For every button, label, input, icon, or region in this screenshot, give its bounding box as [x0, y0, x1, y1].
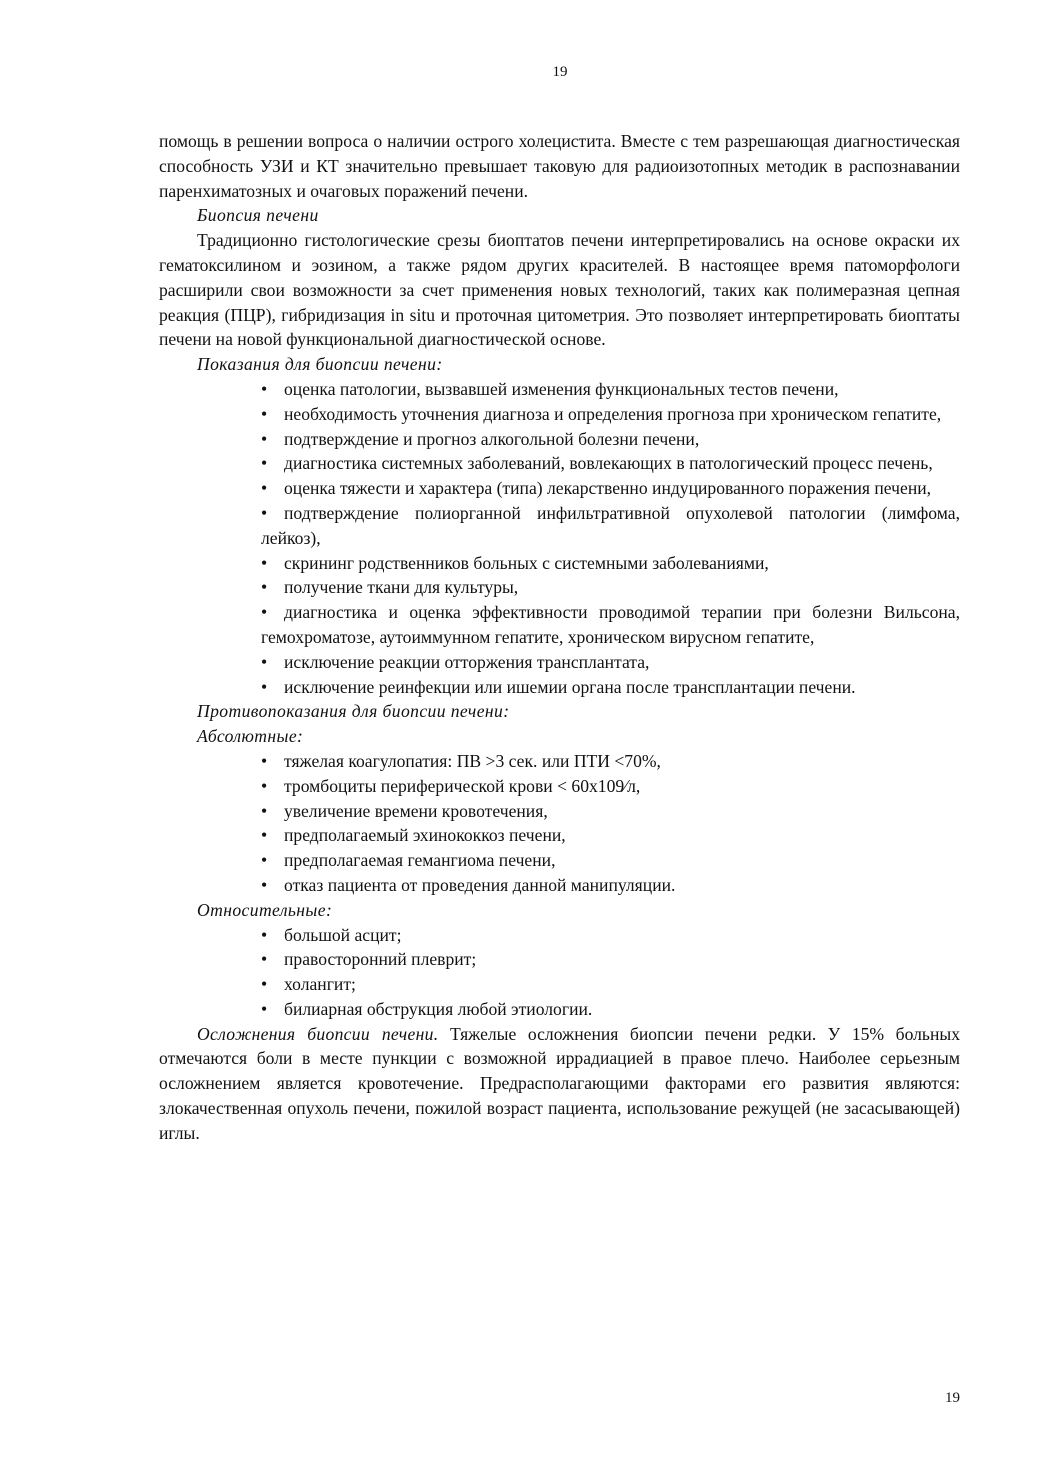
bullet-icon: •	[261, 651, 268, 672]
bullet-icon: •	[261, 577, 268, 598]
list-item: • исключение реакции отторжения трансплантата,	[261, 650, 960, 675]
bullet-icon: •	[261, 453, 268, 474]
list-item: • билиарная обструкция любой этиологии.	[261, 997, 960, 1022]
complications-heading: Осложнения биопсии печени.	[197, 1023, 439, 1044]
contraindications-heading: Противопоказания для биопсии печени:	[197, 701, 510, 722]
bullet-icon: •	[261, 750, 268, 771]
bullet-icon: •	[261, 676, 268, 697]
bullet-icon: •	[261, 974, 268, 995]
biopsy-heading: Биопсия печени	[197, 205, 319, 226]
list-item: • правосторонний плеврит;	[261, 947, 960, 972]
bullet-icon: •	[261, 874, 268, 895]
list-item: • тяжелая коагулопатия: ПВ >3 сек. или ПТИ <70%,	[261, 749, 960, 774]
list-item: • предполагаемая гемангиома печени,	[261, 848, 960, 873]
bullet-icon: •	[261, 800, 268, 821]
bullet-icon: •	[261, 775, 268, 796]
list-item: • получение ткани для культуры,	[261, 575, 960, 600]
bullet-icon: •	[261, 924, 268, 945]
list-item: • необходимость уточнения диагноза и определения прогноза при хроническом гепатите,	[261, 402, 960, 427]
bullet-icon: •	[261, 602, 268, 623]
list-item: • холангит;	[261, 972, 960, 997]
page-number-top: 19	[552, 64, 568, 80]
bullet-icon: •	[261, 949, 268, 970]
relative-list	[159, 923, 960, 1022]
list-item: • оценка патологии, вызвавшей изменения функциональных тестов печени,	[261, 377, 960, 402]
indications-heading: Показания для биопсии печени:	[197, 354, 443, 375]
list-item: • диагностика и оценка эффективности проводимой терапии при болезни Вильсона, гемохроматозе, аутоиммунном гепатите, хроническом вирусном гепатите,	[261, 602, 960, 647]
bullet-icon: •	[261, 428, 268, 449]
bullet-icon: •	[261, 552, 268, 573]
absolute-list	[159, 749, 960, 898]
bullet-icon: •	[261, 403, 268, 424]
list-item: • диагностика системных заболеваний, вовлекающих в патологический процесс печень,	[261, 451, 960, 476]
list-item: • оценка тяжести и характера (типа) лекарственно индуцированного поражения печени,	[261, 476, 960, 501]
list-item: • большой асцит;	[261, 923, 960, 948]
list-item: • исключение реинфекции или ишемии органа после трансплантации печени.	[261, 675, 960, 700]
document-body	[159, 129, 960, 1146]
complications-paragraph	[159, 1022, 960, 1146]
bullet-icon: •	[261, 478, 268, 499]
bullet-icon: •	[261, 825, 268, 846]
complications-text: Тяжелые осложнения биопсии печени редки. У 15% больных отмечаются боли в месте пункции с возможной иррадиацией в правое плечо. Наиболее серьезным осложнением является кровотечение. Предрасполагающими факторами его развития являются: злокачественная опухоль печени, пожилой возраст пациента, использование режущей (не засасывающей) иглы.	[159, 1023, 960, 1143]
bullet-icon: •	[261, 378, 268, 399]
list-item: • тромбоциты периферической крови < 60х109⁄л,	[261, 774, 960, 799]
bullet-icon: •	[261, 502, 268, 523]
list-item: • скрининг родственников больных с системными заболеваниями,	[261, 551, 960, 576]
list-item: • увеличение времени кровотечения,	[261, 799, 960, 824]
absolute-heading: Абсолютные:	[197, 726, 304, 747]
list-item: • предполагаемый эхинококкоз печени,	[261, 823, 960, 848]
indications-list	[159, 377, 960, 699]
bullet-icon: •	[261, 850, 268, 871]
biopsy-paragraph: Традиционно гистологические срезы биоптатов печени интерпретировались на основе окраски их гематоксилином и эозином, а также рядом других красителей. В настоящее время патоморфологи расширили свои возможности за счет применения новых технологий, таких как полимеразная цепная реакция (ПЦР), гибридизация in situ и проточная цитометрия. Это позволяет интерпретировать биоптаты печени на новой функциональной диагностической основе.	[159, 230, 960, 350]
list-item: • подтверждение и прогноз алкогольной болезни печени,	[261, 427, 960, 452]
list-item: • подтверждение полиорганной инфильтративной опухолевой патологии (лимфома, лейкоз),	[261, 502, 960, 548]
bullet-icon: •	[261, 998, 268, 1019]
relative-heading: Относительные:	[197, 899, 333, 920]
page-number-bottom: 19	[945, 1390, 960, 1406]
list-item: • отказ пациента от проведения данной манипуляции.	[261, 873, 960, 898]
intro-paragraph: помощь в решении вопроса о наличии острого холецистита. Вместе с тем разрешающая диагностическая способность УЗИ и КТ значительно превышает таковую для радиоизотопных методик в распознавании паренхиматозных и очаговых поражений печени.	[159, 131, 960, 201]
